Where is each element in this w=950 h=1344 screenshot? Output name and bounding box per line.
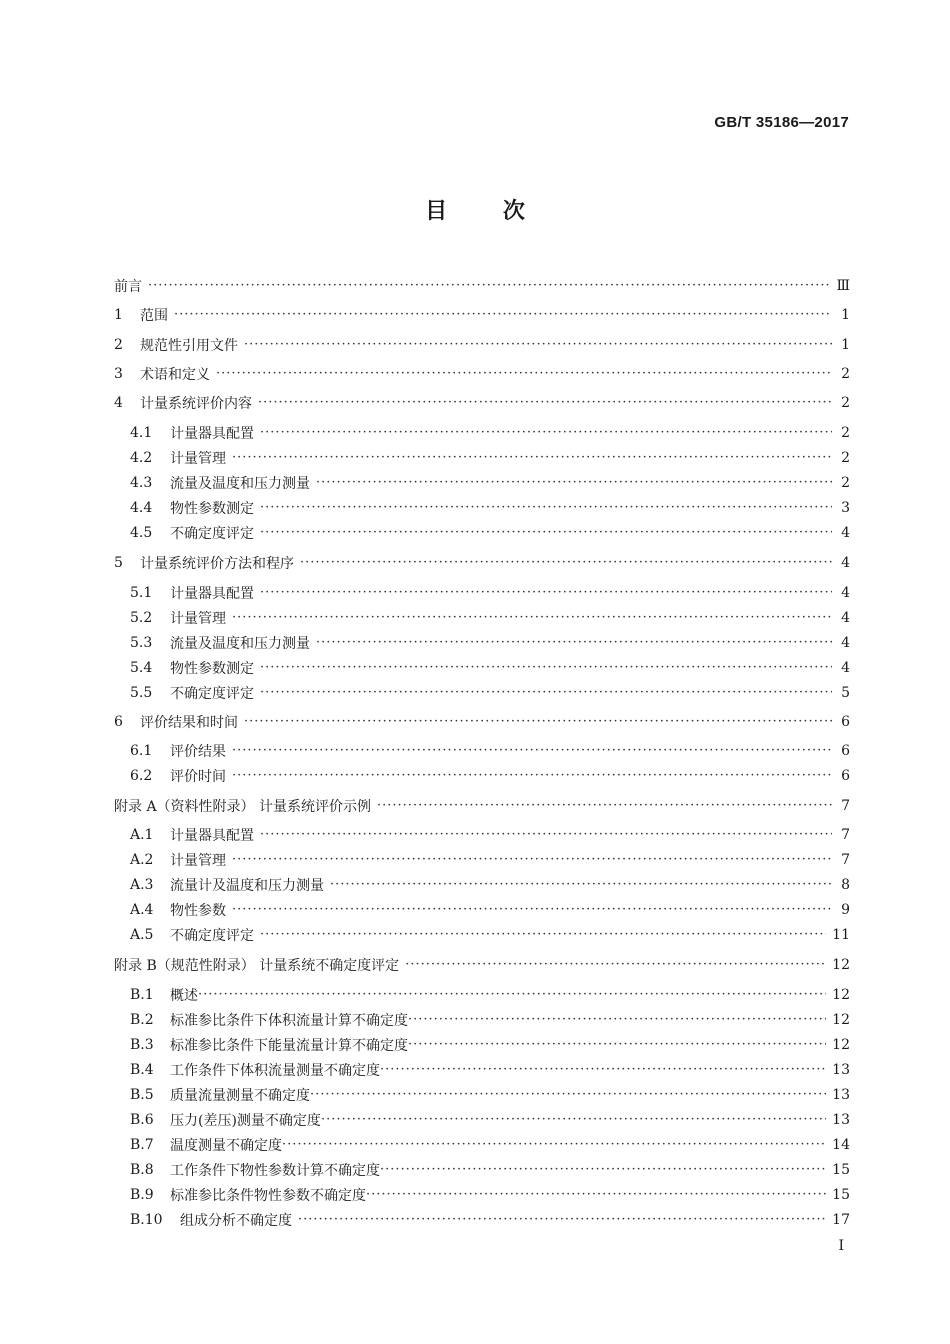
toc-entry-page: 2 bbox=[841, 366, 850, 382]
toc-entry-label: 概述 bbox=[170, 988, 198, 1004]
toc-entry[interactable] bbox=[130, 497, 850, 519]
toc-entry-number: 1 bbox=[114, 307, 123, 323]
toc-leader-dots bbox=[380, 1061, 826, 1079]
toc-entry-number: A.1 bbox=[130, 827, 154, 843]
toc-entry-page: 4 bbox=[841, 610, 850, 626]
toc-entry[interactable] bbox=[114, 334, 850, 356]
toc-leader-dots bbox=[405, 956, 826, 974]
toc-entry-page: 15 bbox=[832, 1162, 850, 1178]
toc-entry[interactable] bbox=[130, 849, 850, 871]
toc-entry-number: B.8 bbox=[130, 1162, 154, 1178]
page-number: I bbox=[838, 1238, 844, 1254]
toc-entry-label: 附录 B（规范性附录） 计量系统不确定度评定 bbox=[114, 958, 400, 974]
toc-entry-label: 标准参比条件下体积流量计算不确定度 bbox=[170, 1013, 408, 1029]
toc-leader-dots bbox=[260, 926, 826, 944]
toc-entry-number: 5.3 bbox=[130, 635, 153, 651]
toc-entry-number: 4.1 bbox=[130, 425, 153, 441]
toc-entry-label: 计量管理 bbox=[170, 451, 226, 467]
toc-leader-dots bbox=[244, 336, 832, 354]
toc-entry[interactable] bbox=[130, 682, 850, 704]
toc-entry-page: 12 bbox=[832, 957, 850, 973]
toc-entry-page: 1 bbox=[841, 337, 850, 353]
toc-entry-label: 流量及温度和压力测量 bbox=[170, 476, 310, 492]
toc-leader-dots bbox=[174, 306, 832, 324]
toc-leader-dots bbox=[282, 1136, 826, 1154]
toc-entry-number: 4.5 bbox=[130, 525, 153, 541]
toc-entry-label: 计量管理 bbox=[170, 611, 226, 627]
toc-entry[interactable] bbox=[130, 824, 850, 846]
toc-entry-number: B.5 bbox=[130, 1087, 154, 1103]
toc-entry[interactable] bbox=[114, 954, 850, 976]
toc-leader-dots bbox=[377, 797, 832, 815]
toc-entry-number: A.3 bbox=[130, 877, 154, 893]
toc-leader-dots bbox=[310, 1086, 826, 1104]
toc-entry-label: 工作条件下体积流量测量不确定度 bbox=[170, 1063, 380, 1079]
toc-entry-label: 评价结果和时间 bbox=[140, 715, 238, 731]
toc-entry-page: 6 bbox=[841, 768, 850, 784]
toc-entry-page: 2 bbox=[841, 475, 850, 491]
toc-entry-label: 计量系统评价内容 bbox=[140, 396, 252, 412]
toc-entry-page: 15 bbox=[832, 1187, 850, 1203]
toc-entry-page: Ⅲ bbox=[836, 278, 850, 294]
toc-entry-page: 11 bbox=[832, 927, 850, 943]
toc-entry-label: 评价时间 bbox=[170, 769, 226, 785]
toc-entry-number: 4.2 bbox=[130, 450, 153, 466]
toc-entry-page: 7 bbox=[841, 798, 850, 814]
toc-entry-page: 5 bbox=[841, 685, 850, 701]
toc-entry-page: 7 bbox=[841, 852, 850, 868]
toc-entry-number: 5.5 bbox=[130, 685, 153, 701]
toc-entry[interactable] bbox=[130, 1084, 850, 1106]
toc-entry-number: 4.3 bbox=[130, 475, 153, 491]
toc-leader-dots bbox=[148, 277, 830, 295]
toc-leader-dots bbox=[232, 742, 832, 760]
toc-entry-page: 1 bbox=[841, 307, 850, 323]
toc-entry[interactable] bbox=[130, 1159, 850, 1181]
toc-leader-dots bbox=[260, 499, 832, 517]
toc-entry-page: 9 bbox=[841, 902, 850, 918]
toc-entry-label: 温度测量不确定度 bbox=[170, 1138, 282, 1154]
toc-entry-number: 2 bbox=[114, 337, 123, 353]
toc-entry[interactable] bbox=[130, 765, 850, 787]
toc-entry-page: 6 bbox=[841, 714, 850, 730]
toc-entry-page: 4 bbox=[841, 555, 850, 571]
toc-entry-number: B.6 bbox=[130, 1112, 154, 1128]
toc-leader-dots bbox=[298, 1211, 826, 1229]
toc-entry-page: 13 bbox=[832, 1112, 850, 1128]
toc-leader-dots bbox=[260, 524, 832, 542]
toc-entry-label: 标准参比条件物性参数不确定度 bbox=[170, 1188, 366, 1204]
toc-entry-page: 8 bbox=[841, 877, 850, 893]
toc-leader-dots bbox=[380, 1161, 826, 1179]
toc-entry[interactable] bbox=[114, 275, 850, 297]
toc-entry[interactable] bbox=[130, 1059, 850, 1081]
toc-entry-label: 评价结果 bbox=[170, 744, 226, 760]
toc-entry-label: 不确定度评定 bbox=[170, 526, 254, 542]
toc-leader-dots bbox=[258, 394, 832, 412]
toc-leader-dots bbox=[260, 659, 832, 677]
toc-entry-label: 术语和定义 bbox=[140, 367, 210, 383]
toc-entry-number: 3 bbox=[114, 366, 123, 382]
toc-entry-label: 计量器具配置 bbox=[170, 828, 254, 844]
toc-entry-label: 规范性引用文件 bbox=[140, 338, 238, 354]
toc-leader-dots bbox=[408, 1036, 826, 1054]
toc-leader-dots bbox=[316, 474, 832, 492]
toc-entry[interactable] bbox=[130, 657, 850, 679]
toc-entry-page: 4 bbox=[841, 660, 850, 676]
toc-entry-number: 6 bbox=[114, 714, 123, 730]
toc-leader-dots bbox=[260, 826, 832, 844]
toc-entry-label: 计量系统评价方法和程序 bbox=[140, 556, 294, 572]
toc-entry[interactable] bbox=[130, 899, 850, 921]
toc-entry-number: 5.1 bbox=[130, 585, 153, 601]
toc-entry[interactable] bbox=[130, 472, 850, 494]
toc-entry[interactable] bbox=[114, 552, 850, 574]
toc-entry-label: 物性参数测定 bbox=[170, 501, 254, 517]
toc-entry-label: 标准参比条件下能量流量计算不确定度 bbox=[170, 1038, 408, 1054]
toc-entry[interactable] bbox=[130, 740, 850, 762]
toc-leader-dots bbox=[330, 876, 832, 894]
toc-entry[interactable] bbox=[130, 924, 850, 946]
toc-entry-number: A.2 bbox=[130, 852, 154, 868]
toc-entry-number: 4 bbox=[114, 395, 123, 411]
toc-leader-dots bbox=[232, 901, 832, 919]
toc-leader-dots bbox=[232, 767, 832, 785]
toc-entry-label: 质量流量测量不确定度 bbox=[170, 1088, 310, 1104]
toc-entry-label: 计量器具配置 bbox=[170, 586, 254, 602]
toc-entry-page: 3 bbox=[841, 500, 850, 516]
toc-entry[interactable] bbox=[114, 363, 850, 385]
toc-entry-number: B.7 bbox=[130, 1137, 154, 1153]
toc-entry-label: 物性参数测定 bbox=[170, 661, 254, 677]
toc-entry[interactable] bbox=[130, 582, 850, 604]
toc-entry-page: 2 bbox=[841, 425, 850, 441]
toc-leader-dots bbox=[232, 449, 832, 467]
toc-leader-dots bbox=[260, 684, 832, 702]
toc-entry[interactable] bbox=[114, 304, 850, 326]
toc-entry-label: 附录 A（资料性附录） 计量系统评价示例 bbox=[114, 799, 372, 815]
toc-entry-page: 2 bbox=[841, 395, 850, 411]
toc-entry-label: 组成分析不确定度 bbox=[180, 1213, 292, 1229]
toc-entry-page: 6 bbox=[841, 743, 850, 759]
toc-entry-number: B.10 bbox=[130, 1212, 163, 1228]
toc-leader-dots bbox=[321, 1111, 826, 1129]
toc-leader-dots bbox=[216, 365, 832, 383]
toc-entry-page: 13 bbox=[832, 1087, 850, 1103]
toc-entry-number: B.9 bbox=[130, 1187, 154, 1203]
toc-leader-dots bbox=[260, 584, 832, 602]
toc-entry[interactable] bbox=[130, 607, 850, 629]
toc-entry-label: 物性参数 bbox=[170, 903, 226, 919]
toc-entry-number: B.4 bbox=[130, 1062, 154, 1078]
page-title: 目 次 bbox=[425, 199, 525, 224]
toc-entry-number: A.4 bbox=[130, 902, 154, 918]
toc-entry-page: 13 bbox=[832, 1062, 850, 1078]
toc-entry[interactable] bbox=[130, 522, 850, 544]
toc-entry[interactable] bbox=[114, 795, 850, 817]
toc-entry[interactable] bbox=[130, 447, 850, 469]
toc-entry-number: 4.4 bbox=[130, 500, 153, 516]
toc-leader-dots bbox=[244, 713, 832, 731]
toc-entry-number: B.1 bbox=[130, 987, 154, 1003]
toc-entry-number: 6.2 bbox=[130, 768, 153, 784]
toc-entry-label: 范围 bbox=[140, 308, 168, 324]
toc-entry-page: 12 bbox=[832, 1012, 850, 1028]
toc-entry[interactable] bbox=[130, 874, 850, 896]
toc-leader-dots bbox=[232, 851, 832, 869]
toc-entry-label: 计量器具配置 bbox=[170, 426, 254, 442]
toc-entry-number: 5 bbox=[114, 555, 123, 571]
toc-leader-dots bbox=[232, 609, 832, 627]
toc-entry[interactable] bbox=[114, 711, 850, 733]
toc-leader-dots bbox=[316, 634, 832, 652]
toc-entry[interactable] bbox=[130, 422, 850, 444]
toc-entry-label: 工作条件下物性参数计算不确定度 bbox=[170, 1163, 380, 1179]
toc-entry-page: 7 bbox=[841, 827, 850, 843]
toc-entry-label: 流量计及温度和压力测量 bbox=[170, 878, 324, 894]
toc-entry-label: 流量及温度和压力测量 bbox=[170, 636, 310, 652]
toc-entry[interactable] bbox=[130, 1009, 850, 1031]
toc-entry-page: 12 bbox=[832, 987, 850, 1003]
toc-leader-dots bbox=[198, 986, 826, 1004]
toc-entry[interactable] bbox=[130, 632, 850, 654]
toc-leader-dots bbox=[408, 1011, 826, 1029]
toc-entry-number: B.2 bbox=[130, 1012, 154, 1028]
toc-entry-label: 不确定度评定 bbox=[170, 686, 254, 702]
toc-entry-number: 5.2 bbox=[130, 610, 153, 626]
toc-leader-dots bbox=[300, 554, 832, 572]
toc-leader-dots bbox=[260, 424, 832, 442]
toc-entry-number: 6.1 bbox=[130, 743, 153, 759]
toc-entry[interactable] bbox=[130, 1184, 850, 1206]
toc-entry-page: 17 bbox=[832, 1212, 850, 1228]
toc-entry-label: 不确定度评定 bbox=[170, 928, 254, 944]
toc-entry[interactable] bbox=[130, 1134, 850, 1156]
toc-entry-page: 14 bbox=[832, 1137, 850, 1153]
toc-entry[interactable] bbox=[130, 984, 850, 1006]
toc-entry-page: 4 bbox=[841, 585, 850, 601]
toc-entry-number: 5.4 bbox=[130, 660, 153, 676]
toc-entry-label: 压力(差压)测量不确定度 bbox=[170, 1113, 321, 1129]
toc-entry-page: 4 bbox=[841, 525, 850, 541]
toc-entry[interactable] bbox=[130, 1109, 850, 1131]
toc-entry-number: B.3 bbox=[130, 1037, 154, 1053]
toc-entry[interactable] bbox=[114, 392, 850, 414]
toc-entry-number: A.5 bbox=[130, 927, 154, 943]
toc-entry[interactable] bbox=[130, 1209, 850, 1231]
toc-entry-page: 2 bbox=[841, 450, 850, 466]
toc-entry-page: 12 bbox=[832, 1037, 850, 1053]
toc-leader-dots bbox=[366, 1186, 826, 1204]
toc-entry-label: 计量管理 bbox=[170, 853, 226, 869]
toc-entry[interactable] bbox=[130, 1034, 850, 1056]
toc-entry-label: 前言 bbox=[114, 279, 142, 295]
toc-entry-page: 4 bbox=[841, 635, 850, 651]
standard-number: GB/T 35186—2017 bbox=[714, 114, 849, 131]
